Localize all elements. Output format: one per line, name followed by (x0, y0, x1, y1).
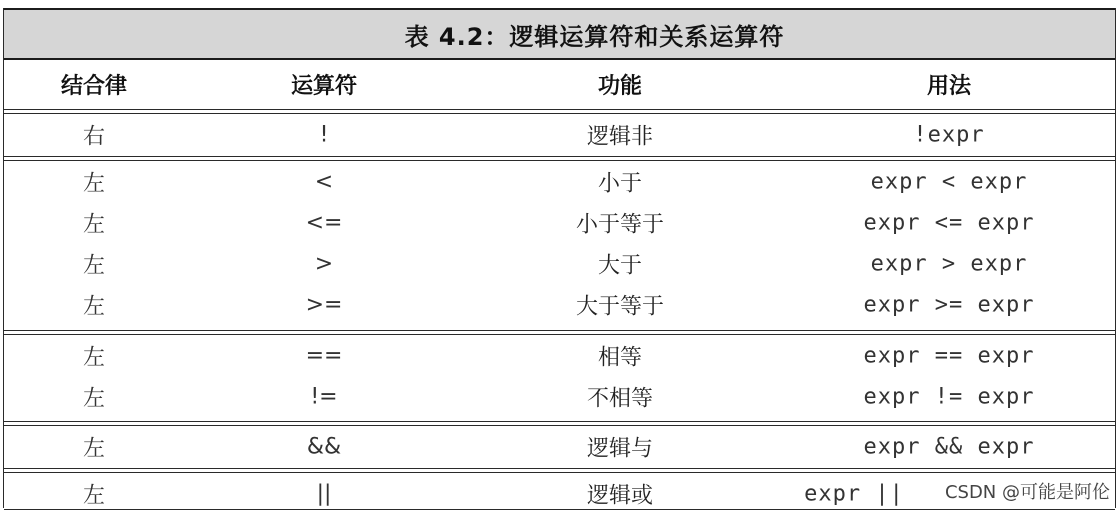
cell-usage: expr >= expr (863, 292, 1035, 317)
cell-function: 大于 (597, 253, 642, 278)
csdn-watermark: CSDN @可能是阿伦 (944, 482, 1110, 503)
cell-associativity: 左 (82, 345, 105, 370)
header-usage: 用法 (926, 73, 971, 99)
cell-operator: >= (305, 292, 343, 317)
table-row (4, 426, 1115, 467)
table-row (4, 243, 1115, 284)
cell-associativity: 左 (82, 483, 105, 508)
cell-operator: == (305, 343, 343, 368)
row-group-logical-not (4, 113, 1115, 155)
cell-operator: && (306, 434, 342, 459)
table-row (4, 114, 1115, 155)
cell-usage: expr != expr (863, 384, 1035, 409)
cell-function: 逻辑或 (586, 483, 653, 508)
cell-function: 不相等 (586, 386, 653, 411)
cell-usage: expr || (804, 481, 904, 506)
header-associativity: 结合律 (60, 73, 127, 99)
cell-function: 逻辑与 (586, 436, 653, 461)
cell-operator: <= (305, 210, 343, 235)
table-title-bar (4, 8, 1115, 58)
header-operator: 运算符 (290, 73, 357, 99)
cell-operator: || (316, 481, 332, 506)
cell-associativity: 左 (82, 436, 105, 461)
cell-operator: > (314, 251, 334, 276)
cell-associativity: 左 (82, 212, 105, 237)
cell-associativity: 左 (82, 386, 105, 411)
cell-usage: expr == expr (863, 343, 1035, 368)
table-row (4, 284, 1115, 325)
cell-usage: !expr (913, 122, 985, 147)
header-function: 功能 (597, 73, 642, 99)
cell-function: 小于 (597, 171, 642, 196)
table-header-row (4, 58, 1115, 108)
row-group-equality (4, 334, 1115, 417)
cell-operator: < (314, 169, 334, 194)
table-row (4, 202, 1115, 243)
cell-usage: expr < expr (870, 169, 1028, 194)
cell-associativity: 左 (82, 171, 105, 196)
cell-function: 小于等于 (575, 212, 664, 237)
table-row (4, 376, 1115, 417)
cell-usage: expr && expr (863, 434, 1035, 459)
table-row (4, 335, 1115, 376)
cell-function: 大于等于 (575, 294, 664, 319)
operator-table (3, 8, 1116, 508)
cell-function: 相等 (597, 345, 642, 370)
row-group-logical-and (4, 425, 1115, 467)
cell-function: 逻辑非 (586, 124, 653, 149)
cell-usage: expr <= expr (863, 210, 1035, 235)
cell-usage: expr > expr (870, 251, 1028, 276)
cell-associativity: 左 (82, 294, 105, 319)
table-title: 表 4.2：逻辑运算符和关系运算符 (404, 22, 785, 51)
row-group-relational (4, 160, 1115, 325)
table-row (4, 161, 1115, 202)
cell-operator: != (310, 384, 338, 409)
cell-associativity: 左 (82, 253, 105, 278)
cell-associativity: 右 (82, 124, 105, 149)
cell-operator: ! (319, 122, 329, 147)
